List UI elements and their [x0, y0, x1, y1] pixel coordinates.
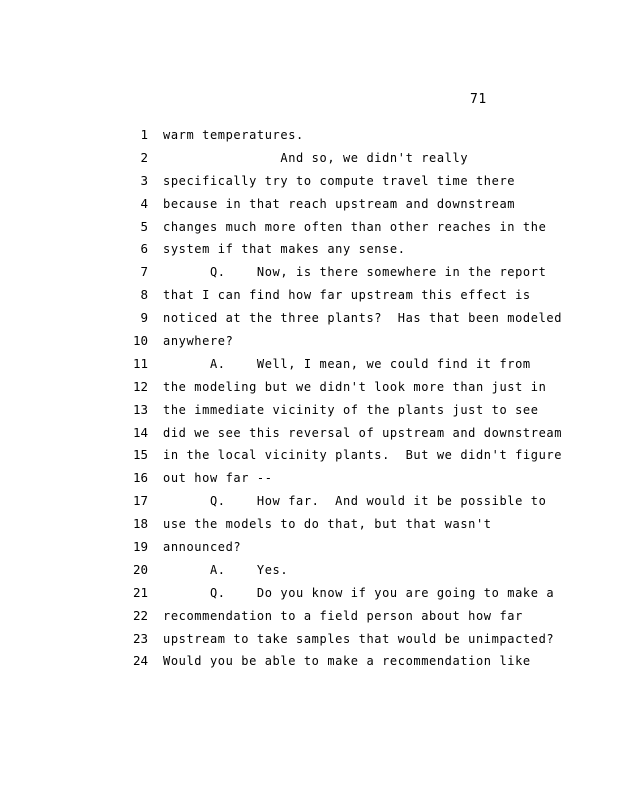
line-text: out how far --: [163, 471, 273, 486]
line-text: A. Yes.: [163, 562, 289, 577]
line-text: because in that reach upstream and downstream: [163, 196, 516, 211]
transcript-line: [0, 536, 618, 559]
transcript-line: [0, 444, 618, 467]
page-number: 71: [470, 92, 487, 107]
line-number: 3: [140, 172, 148, 188]
transcript-line: [0, 650, 618, 673]
line-number: 21: [132, 584, 148, 600]
line-number: 4: [140, 195, 148, 211]
transcript-line: [0, 559, 618, 582]
line-text: noticed at the three plants? Has that been modeled: [163, 311, 563, 326]
transcript-line: [0, 307, 618, 330]
line-number: 24: [132, 653, 148, 669]
transcript-line: [0, 170, 618, 193]
transcript-lines: [0, 124, 618, 673]
line-number: 11: [132, 355, 148, 371]
line-text: Q. How far. And would it be possible to: [163, 494, 547, 509]
line-text: anywhere?: [163, 334, 234, 349]
line-text: use the models to do that, but that wasn't: [163, 517, 492, 532]
line-text: changes much more often than other reaches in the: [163, 219, 547, 234]
transcript-line: [0, 582, 618, 605]
line-text: warm temperatures.: [163, 128, 304, 142]
line-number: 6: [140, 241, 148, 257]
line-number: 5: [140, 218, 148, 234]
line-text: announced?: [163, 540, 242, 555]
line-text: the immediate vicinity of the plants just to see: [163, 402, 539, 417]
transcript-line: [0, 238, 618, 261]
line-text: And so, we didn't really: [163, 150, 469, 165]
line-number: 18: [132, 516, 148, 532]
line-number: 17: [132, 493, 148, 509]
transcript-line: [0, 147, 618, 170]
transcript-line: [0, 467, 618, 490]
line-text: specifically try to compute travel time there: [163, 173, 516, 188]
transcript-line: [0, 124, 618, 147]
transcript-line: [0, 261, 618, 284]
line-number: 12: [132, 378, 148, 394]
line-number: 14: [132, 424, 148, 440]
line-number: 2: [140, 149, 148, 165]
transcript-line: [0, 605, 618, 628]
transcript-line: [0, 628, 618, 651]
line-number: 13: [132, 401, 148, 417]
line-text: Q. Do you know if you are going to make a: [163, 585, 555, 600]
transcript-line: [0, 399, 618, 422]
transcript-line: [0, 376, 618, 399]
transcript-line: [0, 330, 618, 353]
transcript-line: [0, 353, 618, 376]
line-text: recommendation to a field person about how far: [163, 608, 523, 623]
line-number: 19: [132, 539, 148, 555]
line-text: did we see this reversal of upstream and downstream: [163, 425, 563, 440]
line-text: A. Well, I mean, we could find it from: [163, 356, 531, 371]
transcript-line: [0, 513, 618, 536]
line-number: 20: [132, 561, 148, 577]
line-text: Q. Now, is there somewhere in the report: [163, 265, 547, 280]
line-number: 9: [140, 310, 148, 326]
line-number: 15: [132, 447, 148, 463]
line-text: Would you be able to make a recommendation like: [163, 654, 531, 669]
transcript-line: [0, 193, 618, 216]
transcript-line: [0, 490, 618, 513]
line-number: 1: [140, 127, 148, 142]
line-text: system if that makes any sense.: [163, 242, 406, 257]
line-text: upstream to take samples that would be unimpacted?: [163, 631, 555, 646]
line-number: 23: [132, 630, 148, 646]
line-number: 22: [132, 607, 148, 623]
transcript-line: [0, 422, 618, 445]
line-number: 10: [132, 333, 148, 349]
line-number: 8: [140, 287, 148, 303]
transcript-line: [0, 216, 618, 239]
line-text: the modeling but we didn't look more than just in: [163, 379, 547, 394]
line-text: in the local vicinity plants. But we didn't figure: [163, 448, 563, 463]
line-number: 7: [140, 264, 148, 280]
line-number: 16: [132, 470, 148, 486]
transcript-line: [0, 284, 618, 307]
line-text: that I can find how far upstream this effect is: [163, 288, 531, 303]
